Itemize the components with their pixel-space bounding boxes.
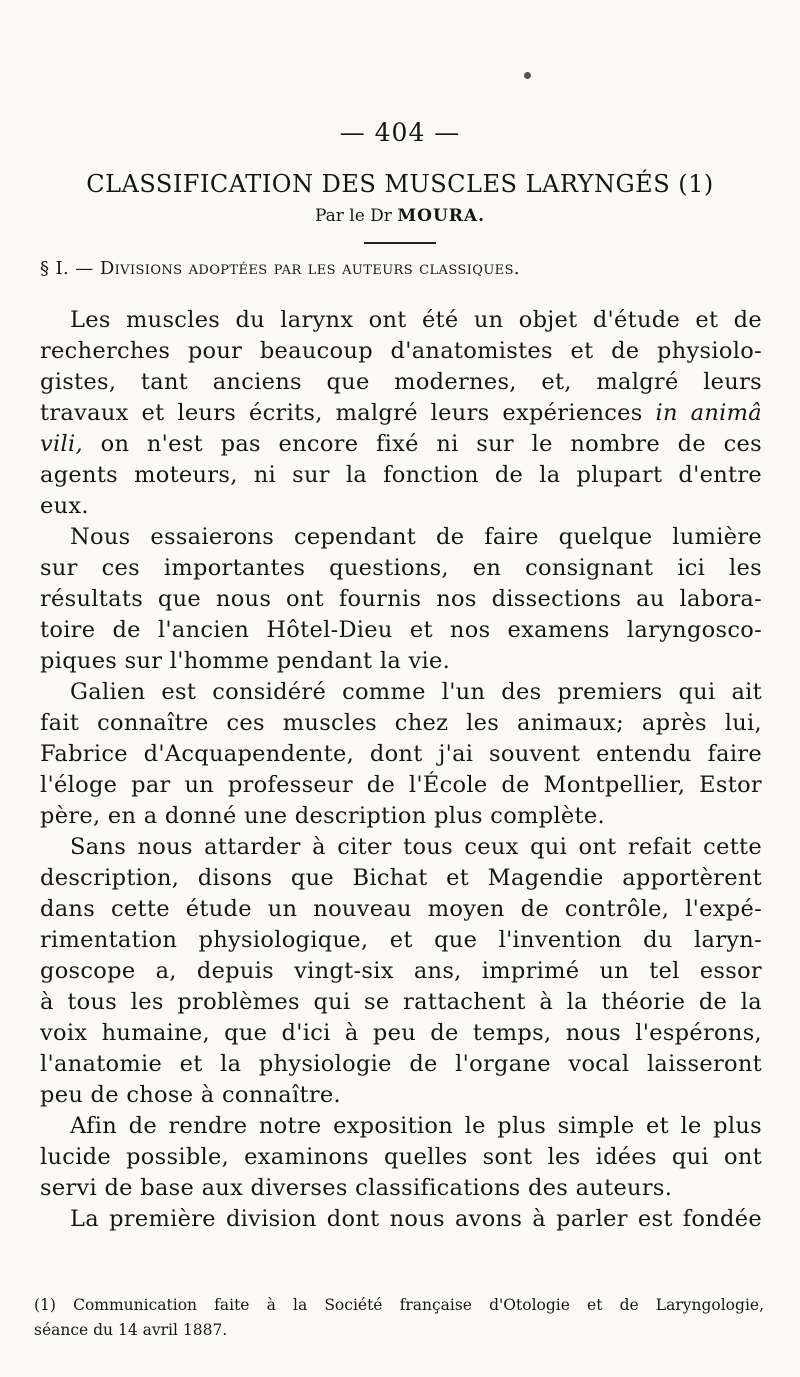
body-line (40, 1018, 762, 1049)
body-line (40, 770, 762, 801)
body-line (40, 398, 762, 429)
body-line-text: à tous les problèmes qui se rattachent à la théorie de la (40, 989, 762, 1015)
body-line (40, 739, 762, 770)
section-title: Divisions adoptées par les auteurs classiques. (99, 258, 520, 279)
body-line (40, 522, 762, 553)
body-line-text: l'éloge par un professeur de l'École de Montpellier, Estor (40, 772, 762, 798)
body-line-text: servi de base aux diverses classifications des auteurs. (40, 1175, 673, 1201)
body-line (40, 1111, 762, 1142)
body-line-text: fait connaître ces muscles chez les animaux; après lui, (40, 710, 762, 736)
italic-phrase: in animâ (655, 400, 762, 426)
body-line-text: piques sur l'homme pendant la vie. (40, 648, 451, 674)
body-line-text: Les muscles du larynx ont été un objet d'étude et de (70, 307, 762, 333)
body-line (40, 553, 762, 584)
body-line (40, 615, 762, 646)
body-line (40, 1173, 762, 1204)
body-line (40, 460, 762, 491)
title-divider (364, 242, 436, 244)
body-line (40, 1080, 762, 1111)
body-line-text: peu de chose à connaître. (40, 1082, 341, 1108)
body-line (40, 1142, 762, 1173)
section-heading (40, 258, 760, 279)
body-line (40, 987, 762, 1018)
body-line (40, 925, 762, 956)
body-text (40, 305, 762, 1235)
body-line-text: voix humaine, que d'ici à peu de temps, nous l'espérons, (40, 1020, 762, 1046)
body-line (40, 584, 762, 615)
body-line-text: on n'est pas encore fixé ni sur le nombre de ces (100, 431, 763, 457)
body-line (40, 832, 762, 863)
body-line-text: eux. (40, 493, 89, 519)
body-line-text: père, en a donné une description plus complète. (40, 803, 605, 829)
body-line (40, 1049, 762, 1080)
body-line-text: résultats que nous ont fournis nos dissections au labora- (40, 586, 762, 612)
article-title: CLASSIFICATION DES MUSCLES LARYNGÉS (1) (86, 170, 714, 198)
footnote (34, 1293, 764, 1343)
body-line-text: Sans nous attarder à citer tous ceux qui ont refait cette (70, 834, 762, 860)
author-name: MOURA. (397, 206, 486, 226)
body-line (40, 646, 762, 677)
body-line-text: description, disons que Bichat et Magendie apportèrent (40, 865, 762, 891)
body-line-text: Nous essaierons cependant de faire quelque lumière (70, 524, 762, 550)
italic-phrase: vili, (40, 431, 83, 457)
body-line-text: goscope a, depuis vingt-six ans, imprimé un tel essor (40, 958, 762, 984)
body-line (40, 801, 762, 832)
footnote-line: (1) Communication faite à la Société française d'Otologie et de Laryngologie, (34, 1296, 764, 1314)
body-line (40, 491, 762, 522)
author-byline (0, 206, 800, 226)
body-line (40, 367, 762, 398)
body-line (40, 336, 762, 367)
body-line (40, 708, 762, 739)
body-line (40, 894, 762, 925)
body-line (40, 429, 762, 460)
body-line (40, 677, 762, 708)
body-line-text: sur ces importantes questions, en consignant ici les (40, 555, 762, 581)
body-line-text: agents moteurs, ni sur la fonction de la plupart d'entre (40, 462, 762, 488)
body-line-text: travaux et leurs écrits, malgré leurs expériences (40, 400, 643, 426)
body-line-text: lucide possible, examinons quelles sont les idées qui ont (40, 1144, 762, 1170)
body-line (40, 956, 762, 987)
body-line-text: dans cette étude un nouveau moyen de contrôle, l'expé- (40, 896, 762, 922)
body-line-text: recherches pour beaucoup d'anatomistes et de physiolo- (40, 338, 762, 364)
body-line-text: Fabrice d'Acquapendente, dont j'ai souvent entendu faire (40, 741, 762, 767)
body-line (40, 1204, 762, 1235)
section-mark: § I. — (40, 258, 94, 279)
ink-speck (524, 72, 531, 79)
body-line-text: rimentation physiologique, et que l'invention du laryn- (40, 927, 762, 953)
byline-prefix: Par le Dr (314, 206, 392, 226)
body-line-text: l'anatomie et la physiologie de l'organe vocal laisseront (40, 1051, 762, 1077)
body-line-text: Afin de rendre notre exposition le plus simple et le plus (70, 1113, 762, 1139)
footnote-line: séance du 14 avril 1887. (34, 1321, 228, 1339)
body-line-text: gistes, tant anciens que modernes, et, malgré leurs (40, 369, 762, 395)
page-number: — 404 — (339, 118, 461, 147)
body-line (40, 305, 762, 336)
body-line-text: La première division dont nous avons à parler est fondée (70, 1206, 762, 1232)
body-line (40, 863, 762, 894)
body-line-text: Galien est considéré comme l'un des premiers qui ait (70, 679, 762, 705)
body-line-text: toire de l'ancien Hôtel-Dieu et nos examens laryngosco- (40, 617, 762, 643)
